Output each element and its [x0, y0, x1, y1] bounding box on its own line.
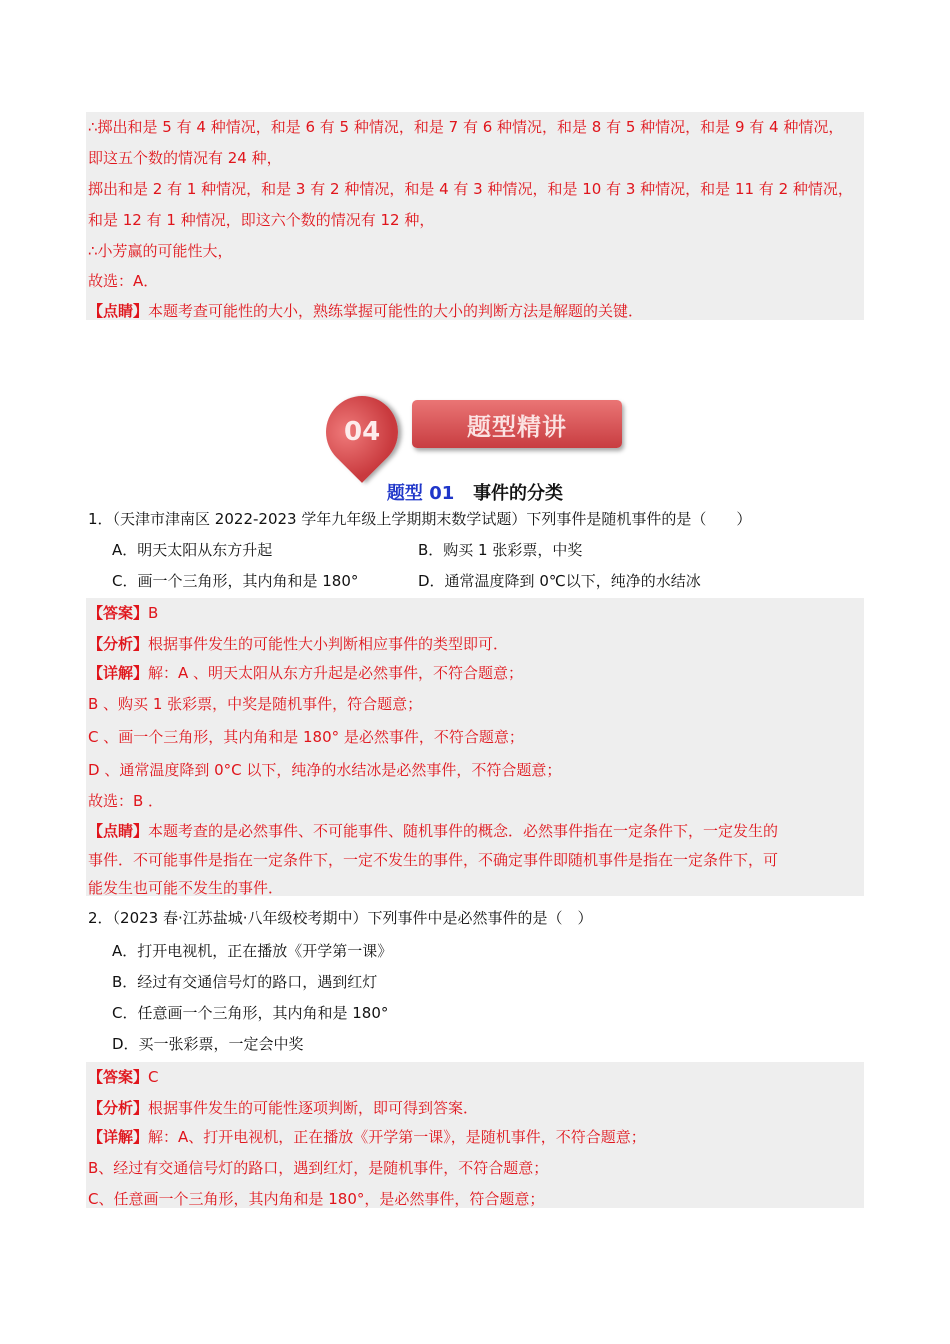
- detail-line: [88, 1126, 646, 1148]
- question-stem: 1．（天津市津南区 2022-2023 学年九年级上学期期末数学试题）下列事件是随机事件的是（ ）: [88, 510, 752, 528]
- analysis-line: [88, 1097, 478, 1119]
- detail-text: 解：A 、明天太阳从东方升起是必然事件，不符合题意；: [148, 664, 524, 682]
- solution-line: 故选：A．: [88, 272, 159, 290]
- question-stem: 2．（2023 春·江苏盐城·八年级校考期中）下列事件中是必然事件的是（ ）: [88, 909, 593, 927]
- key-point-tag: 【点睛】: [88, 302, 149, 320]
- analysis-tag: 【分析】: [88, 1099, 149, 1117]
- key-point-tag: 【点睛】: [88, 822, 149, 840]
- detail-line: C 、画一个三角形，其内角和是 180° 是必然事件，不符合题意；: [88, 728, 524, 746]
- detail-text: 解：A、打开电视机，正在播放《开学第一课》，是随机事件，不符合题意；: [148, 1128, 646, 1146]
- detail-line: B、经过有交通信号灯的路口，遇到红灯，是随机事件，不符合题意；: [88, 1159, 549, 1177]
- key-point-line: 能发生也可能不发生的事件．: [88, 879, 284, 897]
- answer-tag: 【答案】: [88, 604, 149, 622]
- section-banner-label: 题型精讲: [467, 412, 567, 441]
- detail-line: D 、通常温度降到 0°C 以下，纯净的水结冰是必然事件，不符合题意；: [88, 761, 562, 779]
- option-a: A．明天太阳从东方升起: [112, 541, 273, 559]
- answer-line: [88, 602, 158, 624]
- key-point-line: [88, 300, 643, 322]
- solution-line: ∴掷出和是 5 有 4 种情况，和是 6 有 5 种情况，和是 7 有 6 种情况，和是 8 有 5 种情况，和是 9 有 4 种情况，: [88, 118, 844, 136]
- solution-line: 即这五个数的情况有 24 种，: [88, 149, 282, 167]
- detail-tag: 【详解】: [88, 664, 149, 682]
- analysis-text: 根据事件发生的可能性逐项判断，即可得到答案．: [148, 1099, 479, 1117]
- section-topic: 事件的分类: [473, 483, 564, 504]
- analysis-text: 根据事件发生的可能性大小判断相应事件的类型即可．: [148, 635, 509, 653]
- detail-tag: 【详解】: [88, 1128, 149, 1146]
- detail-line: C、任意画一个三角形，其内角和是 180°，是必然事件，符合题意；: [88, 1190, 545, 1208]
- section-banner: [412, 400, 622, 448]
- key-point-line: [88, 820, 778, 842]
- section-number: 04: [343, 417, 381, 447]
- section-number-badge: [311, 381, 413, 483]
- option-c: C．任意画一个三角形，其内角和是 180°: [112, 1004, 389, 1022]
- answer-value: C: [148, 1068, 159, 1086]
- key-point-text: 本题考查可能性的大小，熟练掌握可能性的大小的判断方法是解题的关键．: [148, 302, 644, 320]
- option-d: D．买一张彩票，一定会中奖: [112, 1035, 304, 1053]
- section-type-label: 题型 01: [386, 483, 455, 504]
- section-title: [0, 482, 950, 506]
- option-b: B．经过有交通信号灯的路口，遇到红灯: [112, 973, 378, 991]
- option-a: A．打开电视机，正在播放《开学第一课》: [112, 942, 393, 960]
- detail-line: [88, 662, 523, 684]
- answer-line: [88, 1066, 159, 1088]
- choice-line: 故选：B ．: [88, 792, 164, 810]
- solution-line: 掷出和是 2 有 1 种情况，和是 3 有 2 种情况，和是 4 有 3 种情况，和是 10 有 3 种情况，和是 11 有 2 种情况，: [88, 180, 853, 198]
- solution-line: ∴小芳赢的可能性大，: [88, 242, 233, 260]
- option-d: D．通常温度降到 0℃以下，纯净的水结冰: [418, 572, 701, 590]
- option-c: C．画一个三角形，其内角和是 180°: [112, 572, 359, 590]
- analysis-tag: 【分析】: [88, 635, 149, 653]
- detail-line: B 、购买 1 张彩票，中奖是随机事件，符合题意；: [88, 695, 423, 713]
- option-b: B．购买 1 张彩票，中奖: [418, 541, 583, 559]
- key-point-line: 事件．不可能事件是指在一定条件下，一定不发生的事件，不确定事件即随机事件是指在一定条件下，可: [88, 851, 779, 869]
- key-point-text: 本题考查的是必然事件、不可能事件、随机事件的概念．必然事件指在一定条件下，一定发生的: [148, 822, 779, 840]
- solution-line: 和是 12 有 1 种情况，即这六个数的情况有 12 种，: [88, 211, 435, 229]
- answer-value: B: [148, 604, 159, 622]
- answer-tag: 【答案】: [88, 1068, 149, 1086]
- analysis-line: [88, 633, 508, 655]
